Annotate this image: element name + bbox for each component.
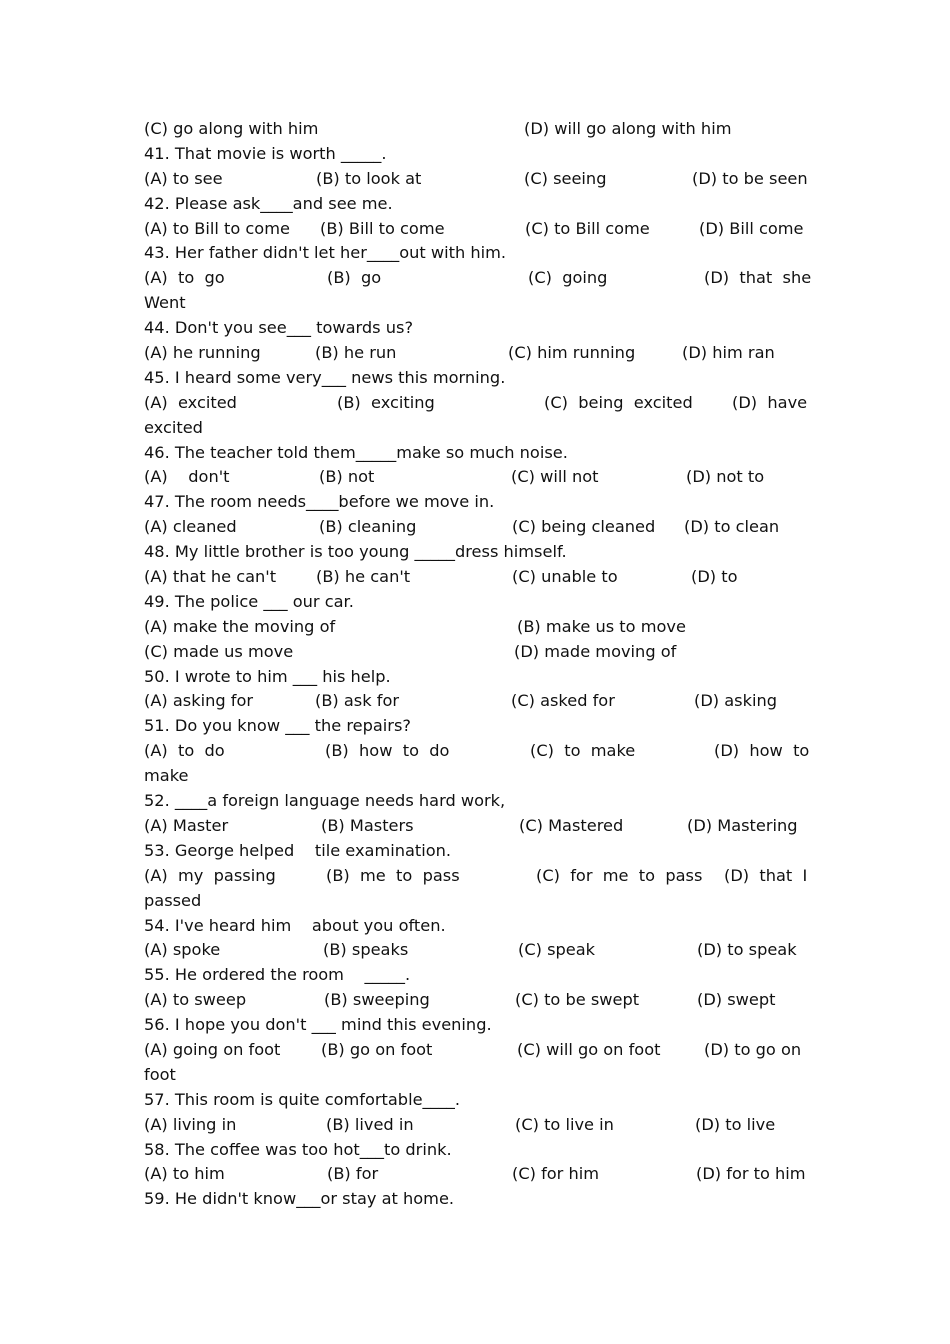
answer-option: (C) Mastered xyxy=(519,815,624,835)
answer-option: (B) cleaning xyxy=(319,517,417,537)
options-row xyxy=(144,515,808,540)
question-line: 55. He ordered the room _____. xyxy=(144,965,411,985)
answer-option: (C) for him xyxy=(512,1164,600,1184)
answer-option: (A) Master xyxy=(144,815,229,835)
question-line: 58. The coffee was too hot___to drink. xyxy=(144,1139,452,1159)
answer-option: (B) go on foot xyxy=(321,1039,433,1059)
answer-option: (B) sweeping xyxy=(324,990,430,1010)
options-row xyxy=(144,565,808,590)
question-line: 52. ____a foreign language needs hard work, xyxy=(144,791,506,811)
answer-option: (B) speaks xyxy=(323,940,409,960)
options-row xyxy=(144,167,808,192)
answer-option: (B) ask for xyxy=(315,691,400,711)
answer-option: (B) me to pass xyxy=(326,865,460,885)
question-line: 53. George helped tile examination. xyxy=(144,840,452,860)
answer-option: (A) to go xyxy=(144,268,225,288)
answer-option: (A) cleaned xyxy=(144,517,237,537)
answer-option: (D) how to xyxy=(714,741,810,761)
options-row xyxy=(144,640,808,665)
answer-option: (A) don't xyxy=(144,467,230,487)
answer-option: (D) asking xyxy=(694,691,778,711)
answer-option: (B) for xyxy=(327,1164,379,1184)
answer-option: (C) to be swept xyxy=(515,990,640,1010)
answer-option: (C) to live in xyxy=(515,1114,614,1134)
answer-option: (B) Bill to come xyxy=(320,218,445,238)
answer-option: (C) to make xyxy=(530,741,636,761)
worksheet-page xyxy=(144,117,812,1212)
answer-option: (A) make the moving of xyxy=(144,616,336,636)
answer-option: (D) to speak xyxy=(697,940,797,960)
answer-option: (B) Masters xyxy=(321,815,414,835)
question-line: 57. This room is quite comfortable____. xyxy=(144,1089,461,1109)
answer-option: (B) not xyxy=(319,467,375,487)
question-line: 54. I've heard him about you often. xyxy=(144,915,446,935)
answer-option: (C) to Bill come xyxy=(525,218,650,238)
option-continuation: Went xyxy=(144,293,186,313)
answer-option: (D) to be seen xyxy=(692,168,808,188)
options-row xyxy=(144,615,808,640)
answer-option: (B) he can't xyxy=(316,567,411,587)
option-continuation: foot xyxy=(144,1064,176,1084)
options-row xyxy=(144,1038,808,1063)
answer-option: (B) how to do xyxy=(325,741,450,761)
answer-option: (A) going on foot xyxy=(144,1039,281,1059)
options-row xyxy=(144,465,808,490)
options-row xyxy=(144,1162,808,1187)
answer-option: (C) asked for xyxy=(511,691,615,711)
answer-option: (D) him ran xyxy=(682,343,775,363)
answer-option: (A) that he can't xyxy=(144,567,277,587)
answer-option: (D) for to him xyxy=(696,1164,806,1184)
question-line: 42. Please ask____and see me. xyxy=(144,193,393,213)
question-line: 41. That movie is worth _____. xyxy=(144,143,387,163)
answer-option: (C) being excited xyxy=(544,392,693,412)
answer-option: (A) to do xyxy=(144,741,225,761)
answer-option: (B) lived in xyxy=(326,1114,414,1134)
question-line: 50. I wrote to him ___ his help. xyxy=(144,666,391,686)
answer-option: (B) go xyxy=(327,268,382,288)
question-line: 43. Her father didn't let her____out with him. xyxy=(144,243,507,263)
question-line: 51. Do you know ___ the repairs? xyxy=(144,716,411,736)
answer-option: (D) have xyxy=(732,392,808,412)
options-row xyxy=(144,1113,808,1138)
answer-option: (C) speak xyxy=(518,940,596,960)
options-row xyxy=(144,814,808,839)
answer-option: (D) will go along with him xyxy=(524,119,732,138)
answer-option: (A) excited xyxy=(144,392,237,412)
question-line: 47. The room needs____before we move in. xyxy=(144,492,495,512)
options-row xyxy=(144,217,808,242)
answer-option: (D) swept xyxy=(697,990,776,1010)
answer-option: (C) unable to xyxy=(512,567,618,587)
options-row xyxy=(144,341,808,366)
options-row xyxy=(144,739,808,764)
answer-option: (C) will go on foot xyxy=(517,1039,661,1059)
answer-option: (A) to him xyxy=(144,1164,225,1184)
answer-option: (A) spoke xyxy=(144,940,221,960)
answer-option: (B) exciting xyxy=(337,392,435,412)
answer-option: (D) to live xyxy=(695,1114,776,1134)
answer-option: (D) to clean xyxy=(684,517,780,537)
question-line: 45. I heard some very___ news this morning. xyxy=(144,367,506,387)
question-line: 48. My little brother is too young _____dress himself. xyxy=(144,542,567,562)
options-row xyxy=(144,266,812,291)
answer-option: (D) to go on xyxy=(704,1039,802,1059)
answer-option: (C) for me to pass xyxy=(536,865,703,885)
options-row xyxy=(144,864,808,889)
answer-option: (C) him running xyxy=(508,343,636,363)
answer-option: (A) my passing xyxy=(144,865,276,885)
answer-option: (B) make us to move xyxy=(517,616,686,636)
answer-option: (A) to sweep xyxy=(144,990,247,1010)
question-line: 59. He didn't know___or stay at home. xyxy=(144,1189,455,1209)
answer-option: (A) living in xyxy=(144,1114,237,1134)
question-line: 44. Don't you see___ towards us? xyxy=(144,318,414,338)
answer-option: (B) to look at xyxy=(316,168,422,188)
answer-option: (D) that I xyxy=(724,865,808,885)
answer-option: (C) will not xyxy=(511,467,599,487)
answer-option: (A) to Bill to come xyxy=(144,218,290,238)
option-continuation: excited xyxy=(144,417,203,437)
answer-option: (D) to xyxy=(691,567,738,587)
options-row xyxy=(144,117,808,142)
answer-option: (A) asking for xyxy=(144,691,254,711)
options-row xyxy=(144,689,808,714)
option-continuation: make xyxy=(144,766,189,786)
question-line: 56. I hope you don't ___ mind this evening. xyxy=(144,1015,492,1035)
answer-option: (B) he run xyxy=(315,343,397,363)
answer-option: (C) going xyxy=(528,268,608,288)
answer-option: (D) made moving of xyxy=(514,641,677,661)
answer-option: (C) seeing xyxy=(524,168,607,188)
answer-option: (C) being cleaned xyxy=(512,517,656,537)
answer-option: (A) he running xyxy=(144,343,261,363)
answer-option: (A) to see xyxy=(144,168,223,188)
answer-option: (C) made us move xyxy=(144,641,294,661)
options-row xyxy=(144,391,808,416)
answer-option: (D) that she xyxy=(704,268,812,288)
answer-option: (D) Mastering xyxy=(687,815,798,835)
question-line: 49. The police ___ our car. xyxy=(144,591,354,611)
options-row xyxy=(144,938,808,963)
answer-option: (D) Bill come xyxy=(699,218,804,238)
answer-option: (C) go along with him xyxy=(144,119,319,138)
question-line: 46. The teacher told them_____make so much noise. xyxy=(144,442,568,462)
options-row xyxy=(144,988,808,1013)
answer-option: (D) not to xyxy=(686,467,765,487)
option-continuation: passed xyxy=(144,890,202,910)
